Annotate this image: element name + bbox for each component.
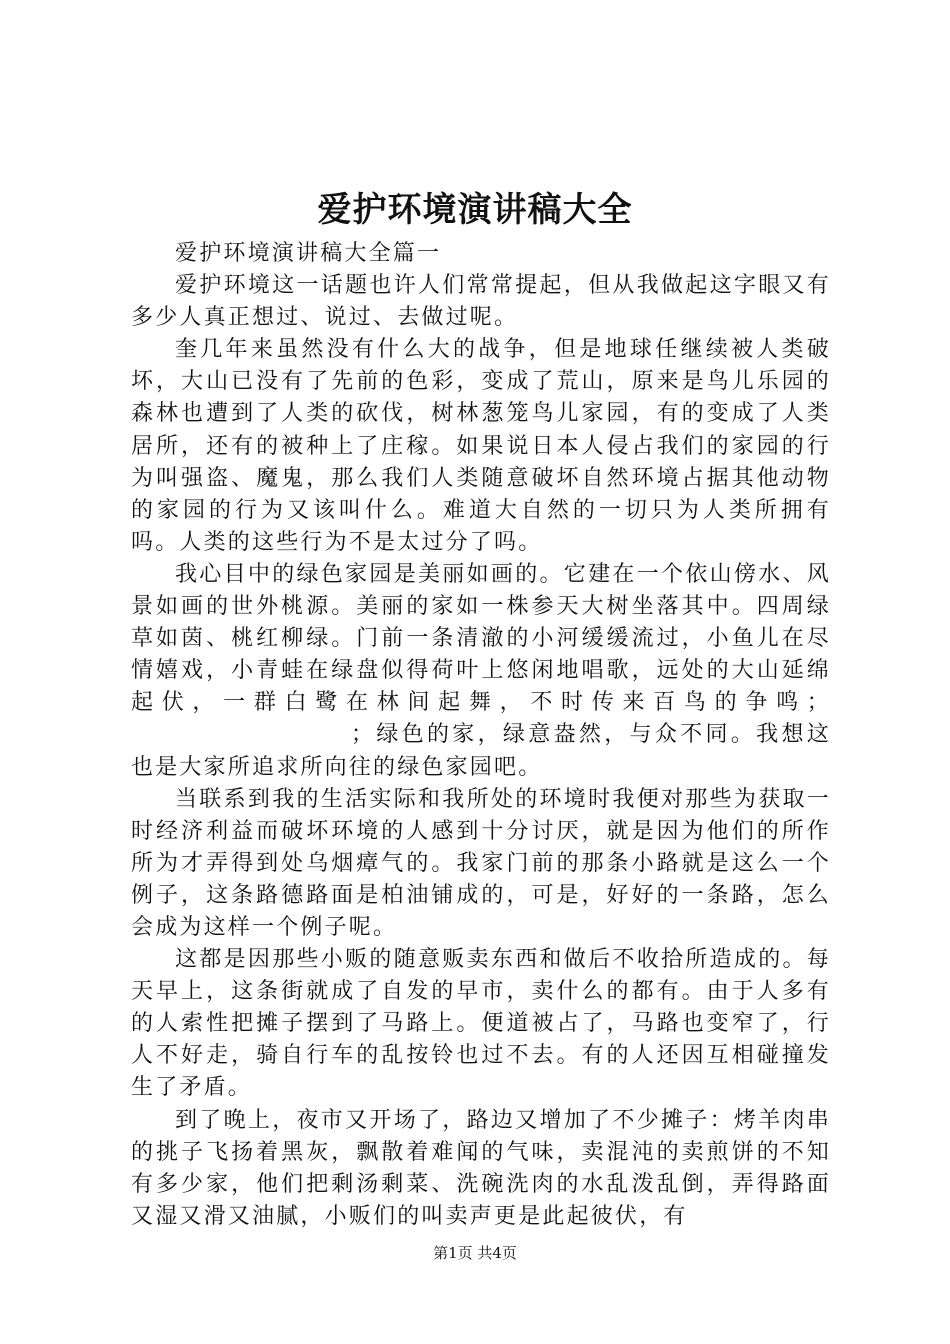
- paragraph-5: 这都是因那些小贩的随意贩卖东西和做后不收拾所造成的。每天早上，这条街就成了自发的早市，卖什么的都有。由于人多有的人索性把摊子摆到了马路上。便道被占了，马路也变窄了，行人不好走，骑自行车的乱按铃也过不去。有的人还因互相碰撞发生了矛盾。: [131, 947, 831, 1101]
- paragraph-3: [131, 559, 831, 784]
- page-footer: 第1页 共4页: [433, 1244, 517, 1262]
- paragraph-3-text: 我心目中的绿色家园是美丽如画的。它建在一个依山傍水、风景如画的世外桃源。美丽的家如一株参天大树坐落其中。四周绿草如茵、桃红柳绿。门前一条清澈的小河缓缓流过，小鱼儿在尽情嬉戏，小青蛙在绿盘似得荷叶上悠闲地唱歌，远处的大山延绵起伏，一群白鹭在林间起舞，不时传来百鸟的争鸣: [131, 561, 831, 716]
- paragraph-3-tail: ；绿色的家，绿意盎然，与众不同。我想这也是大家所追求所向往的绿色家园吧。: [131, 722, 831, 780]
- paragraph-3-semicolon: ；: [806, 690, 831, 716]
- paragraph-6: 到了晚上，夜市又开场了，路边又增加了不少摊子：烤羊肉串的挑子飞扬着黑灰，飘散着难闻的气味，卖混沌的卖煎饼的不知有多少家，他们把剩汤剩菜、洗碗洗肉的水乱泼乱倒，弄得路面又湿又滑又油腻，小贩们的叫卖声更是此起彼伏，有: [131, 1107, 831, 1229]
- document-body: [131, 238, 831, 1233]
- paragraph-2: 奎几年来虽然没有什么大的战争，但是地球任继续被人类破坏，大山已没有了先前的色彩，变成了荒山，原来是鸟儿乐园的森林也遭到了人类的砍伐，树林葱笼鸟儿家园，有的变成了人类居所，还有的被种上了庄稼。如果说日本人侵占我们的家园的行为叫强盗、魔鬼，那么我们人类随意破坏自然环境占据其他动物的家园的行为又该叫什么。难道大自然的一切只为人类所拥有吗。人类的这些行为不是太过分了吗。: [131, 337, 831, 555]
- document-title: 爱护环境演讲稿大全: [317, 190, 633, 230]
- section-heading: 爱护环境演讲稿大全篇一: [175, 241, 442, 266]
- paragraph-1: 爱护环境这一话题也许人们常常提起，但从我做起这字眼又有多少人真正想过、说过、去做过呢。: [131, 273, 831, 331]
- paragraph-4: 当联系到我的生活实际和我所处的环境时我便对那些为获取一时经济利益而破坏环境的人感到十分讨厌，就是因为他们的所作所为才弄得到处乌烟瘴气的。我家门前的那条小路就是这么一个例子，这条路德路面是柏油铺成的，可是，好好的一条路，怎么会成为这样一个例子呢。: [131, 786, 831, 940]
